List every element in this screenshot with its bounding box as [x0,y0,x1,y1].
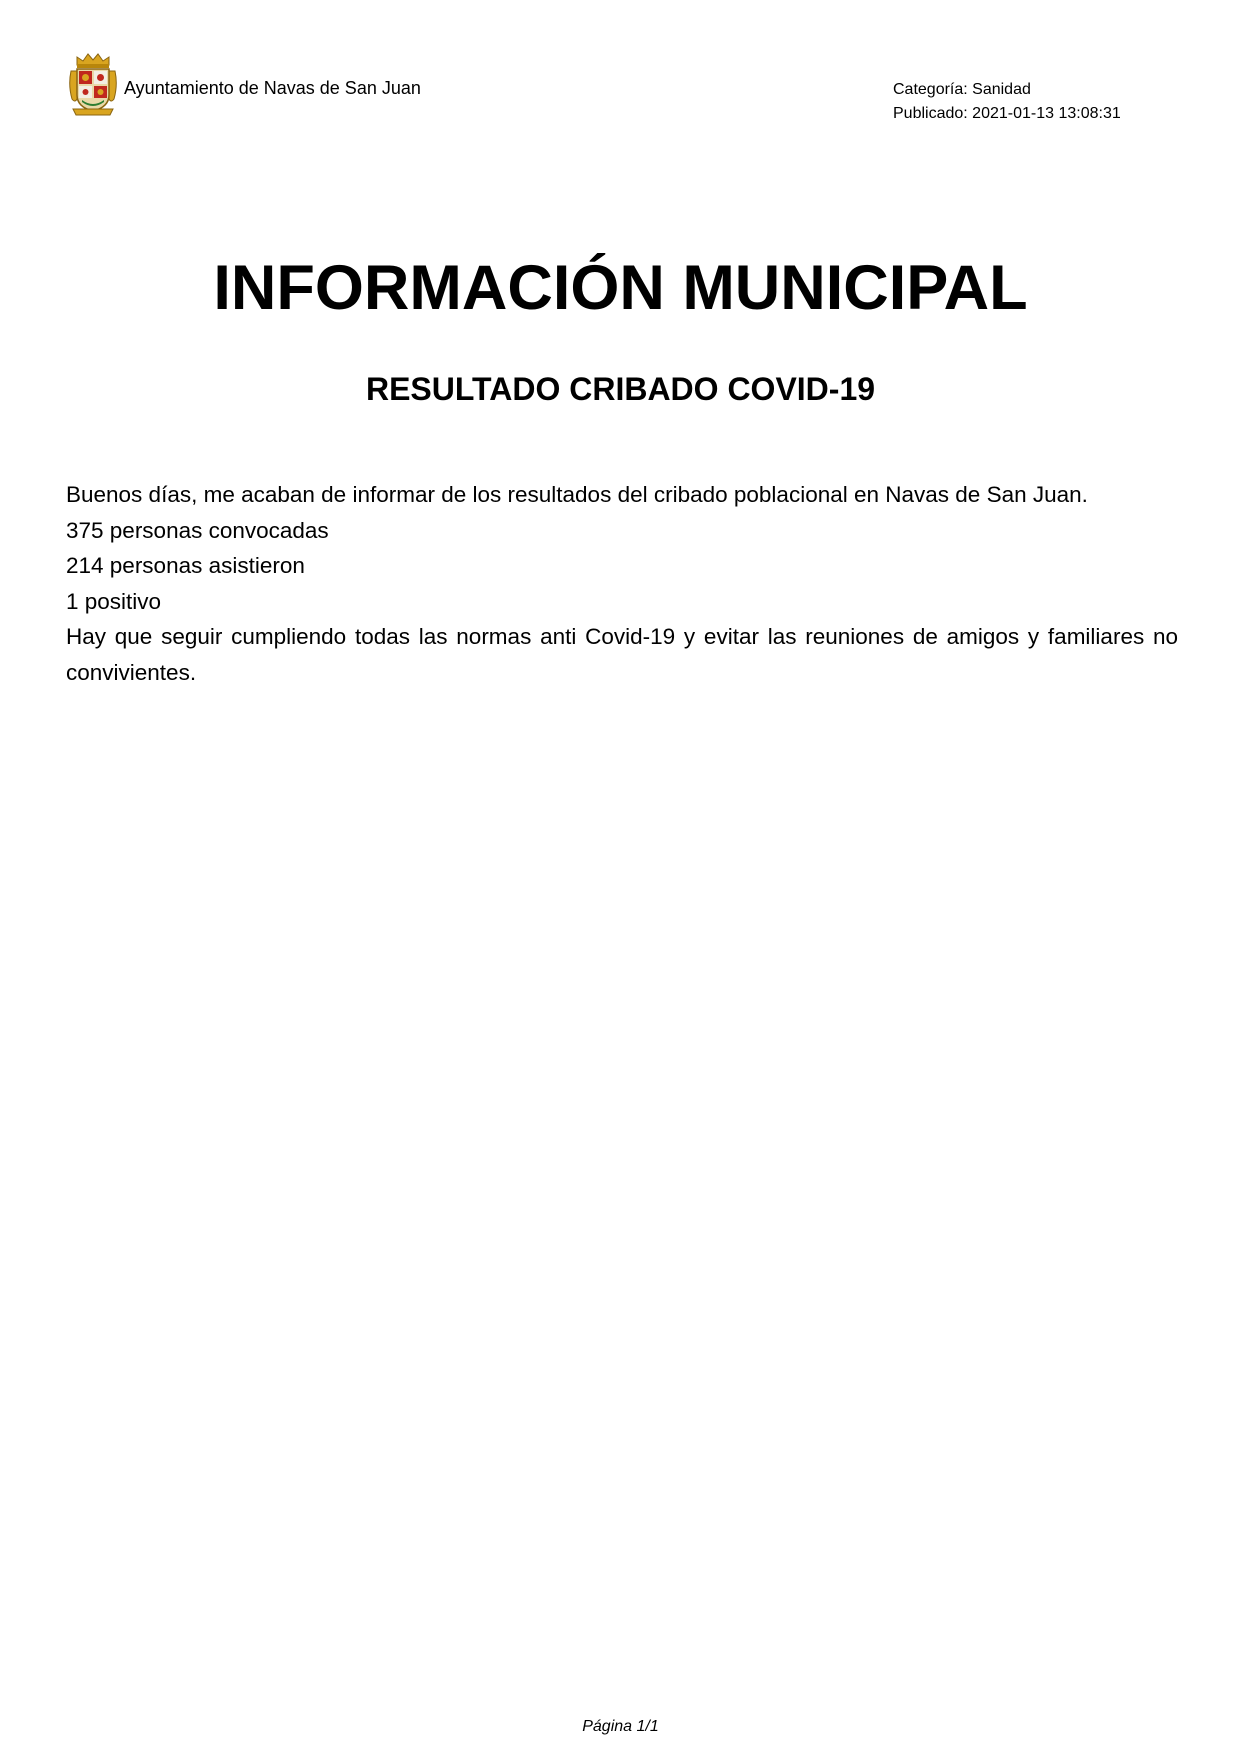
greeting-paragraph: Buenos días, me acaban de informar de los resultados del cribado poblacional en Navas de San Juan. [66,482,1088,507]
advice-paragraph: Hay que seguir cumpliendo todas las normas anti Covid-19 y evitar las reuniones de amigos y familiares no convivientes. [66,624,1178,685]
document-meta [893,78,1121,126]
positivos-line: 1 positivo [66,588,162,614]
organization-name: Ayuntamiento de Navas de San Juan [124,78,421,98]
category-label: Categoría: Sanidad [893,81,1031,98]
document-body [66,477,1178,690]
page-title: INFORMACIÓN MUNICIPAL [213,253,1028,323]
published-label: Publicado: 2021-01-13 13:08:31 [893,105,1121,122]
page-header [0,0,1241,140]
convocadas-line: 375 personas convocadas [66,517,329,543]
page-subtitle: RESULTADO CRIBADO COVID-19 [365,371,876,407]
page-number: Página 1/1 [582,1718,659,1735]
coat-of-arms-icon [68,51,118,117]
asistieron-line: 214 personas asistieron [66,553,305,578]
